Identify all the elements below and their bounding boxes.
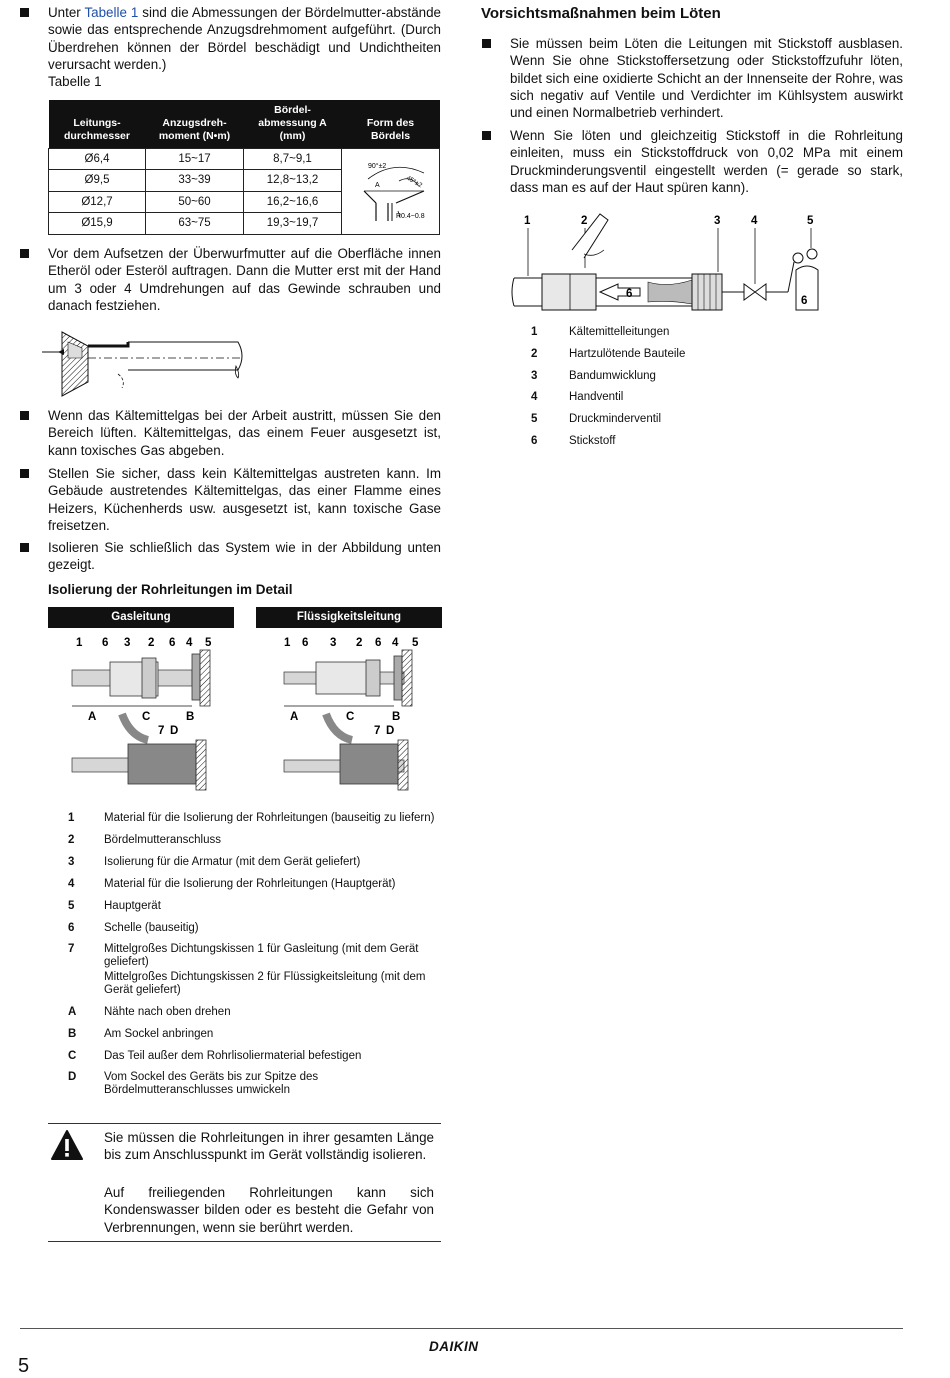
svg-text:2: 2 bbox=[581, 215, 588, 227]
svg-text:D: D bbox=[170, 725, 179, 737]
flare-angle90-label: 90°±2 bbox=[368, 162, 387, 170]
flare-shape-cell bbox=[342, 148, 440, 234]
bullet-square bbox=[20, 8, 29, 17]
svg-text:6: 6 bbox=[375, 637, 382, 649]
warning-bottom-rule bbox=[48, 1241, 441, 1242]
header-diameter: Leitungs- durchmesser bbox=[49, 100, 146, 148]
svg-text:1: 1 bbox=[284, 637, 291, 649]
gas-line-header: Gasleitung bbox=[48, 607, 234, 628]
svg-text:6: 6 bbox=[302, 637, 309, 649]
svg-text:A: A bbox=[290, 711, 299, 723]
table-row bbox=[49, 148, 440, 170]
table-cell: 8,7~9,1 bbox=[244, 148, 342, 170]
warning-text-1: Sie müssen die Rohrleitungen in ihrer gesamten Länge bis zum Anschlusspunkt im Gerät vollständig isolieren. bbox=[104, 1130, 434, 1163]
warning-icon bbox=[50, 1129, 84, 1163]
svg-text:2: 2 bbox=[356, 637, 363, 649]
bullet-square bbox=[20, 543, 29, 552]
table-cell: Ø9,5 bbox=[49, 170, 146, 192]
svg-text:3: 3 bbox=[714, 215, 721, 227]
svg-text:6: 6 bbox=[102, 637, 109, 649]
bullet-square bbox=[482, 131, 491, 140]
table-caption: Tabelle 1 bbox=[48, 74, 102, 89]
nut-oil-drawing bbox=[38, 328, 248, 400]
bullet-text-no-leak: Stellen Sie sicher, dass kein Kältemittelgas austreten kann. Im Gebäude austretendes Kältemittelgas, das einer Flamme eines Heizers, Küchenherds usw. ausgesetzt ist, kann toxische Gase freisetzen. bbox=[48, 466, 441, 533]
nitrogen-arrow-label: 6 bbox=[626, 288, 633, 300]
svg-text:5: 5 bbox=[412, 637, 419, 649]
bullet-text-oil: Vor dem Aufsetzen der Überwurfmutter auf die Oberfläche innen Etheröl oder Esteröl auftragen. Dann die Mutter erst mit der Hand um 3 oder 4 Umdrehungen auf das Gewinde schrauben und danach festziehen. bbox=[48, 246, 441, 313]
table-cell: Ø12,7 bbox=[49, 191, 146, 213]
liquid-insulation-diagram bbox=[280, 632, 440, 792]
brazing-title: Vorsichtsmaßnahmen beim Löten bbox=[481, 5, 721, 22]
table-cell: 50~60 bbox=[146, 191, 244, 213]
svg-text:A: A bbox=[88, 711, 97, 723]
table-cell: 15~17 bbox=[146, 148, 244, 170]
bullet-text-ventilate: Wenn das Kältemittelgas bei der Arbeit austritt, müssen Sie den Bereich lüften. Kältemittelgas, das einem Feuer ausgesetzt ist, kann toxisches Gas abgeben. bbox=[48, 408, 441, 458]
svg-text:B: B bbox=[186, 711, 195, 723]
svg-text:6: 6 bbox=[169, 637, 176, 649]
footer-rule bbox=[20, 1328, 903, 1329]
bullet-text-flare-dimensions: Unter Tabelle 1 sind die Abmessungen der Bördelmutter-abstände sowie das entsprechende Anzugsdrehmoment aufgeführt. (Durch Überdrehen können der Bördel beschädigt und Undichtheiten verursacht werden.) bbox=[48, 5, 441, 72]
header-torque: Anzugsdreh- moment (N•m) bbox=[146, 100, 244, 148]
table-cell: 63~75 bbox=[146, 213, 244, 235]
svg-text:B: B bbox=[392, 711, 401, 723]
svg-text:4: 4 bbox=[392, 637, 399, 649]
svg-text:2: 2 bbox=[148, 637, 155, 649]
svg-text:4: 4 bbox=[751, 215, 758, 227]
table-cell: 16,2~16,6 bbox=[244, 191, 342, 213]
svg-text:7: 7 bbox=[374, 725, 381, 737]
brazing-diagram bbox=[508, 210, 828, 310]
nitrogen-bottle-label: 6 bbox=[801, 295, 808, 307]
header-dimension: Bördel- abmessung A (mm) bbox=[244, 100, 342, 148]
svg-text:1: 1 bbox=[76, 637, 83, 649]
flare-angle45-label: 45°±2 bbox=[405, 174, 424, 189]
bullet-text-insulate: Isolieren Sie schließlich das System wie in der Abbildung unten gezeigt. bbox=[48, 540, 441, 573]
table-cell: Ø15,9 bbox=[49, 213, 146, 235]
insulation-title: Isolierung der Rohrleitungen im Detail bbox=[48, 582, 293, 597]
svg-text:C: C bbox=[346, 711, 355, 723]
svg-text:1: 1 bbox=[524, 215, 531, 227]
table-link[interactable]: Tabelle 1 bbox=[84, 5, 139, 20]
warning-text-2: Auf freiliegenden Rohrleitungen kann sich Kondenswasser bilden oder es besteht die Gefahr von Verbrennungen, wenn sie berührt werden. bbox=[104, 1185, 434, 1235]
header-flare-shape: Form des Bördels bbox=[342, 100, 440, 148]
legend-item: 7 Mittelgroßes Dichtungskissen 1 für Gasleitung (mit dem Gerät geliefert) Mittelgroßes Dichtungskissen 2 für Flüssigkeitsleitung (mit dem Gerät geliefert) bbox=[68, 943, 426, 997]
bullet-square bbox=[482, 39, 491, 48]
flare-table bbox=[48, 100, 440, 235]
bullet-square bbox=[20, 469, 29, 478]
svg-text:3: 3 bbox=[330, 637, 337, 649]
warning-top-rule bbox=[48, 1123, 441, 1124]
flare-shape-drawing bbox=[344, 151, 444, 231]
table-cell: 19,3~19,7 bbox=[244, 213, 342, 235]
table-cell: 33~39 bbox=[146, 170, 244, 192]
svg-text:3: 3 bbox=[124, 637, 131, 649]
svg-text:7: 7 bbox=[158, 725, 165, 737]
flare-radius-label: R0.4~0.8 bbox=[396, 212, 425, 220]
bullet-square bbox=[20, 411, 29, 420]
flare-a-label: A bbox=[375, 181, 380, 189]
bullet-text-nitrogen-pressure: Wenn Sie löten und gleichzeitig Stickstoff in die Rohrleitung einleiten, muss ein Stickstoffdruck von 0,02 MPa mit einem Druckminderungsventil eingestellt werden (= gerade so stark, dass man es auf der Haut spüren kann). bbox=[510, 128, 903, 195]
table-cell: 12,8~13,2 bbox=[244, 170, 342, 192]
liquid-line-header: Flüssigkeitsleitung bbox=[256, 607, 442, 628]
page-number: 5 bbox=[18, 1355, 30, 1377]
svg-text:C: C bbox=[142, 711, 151, 723]
legend-item: D Vom Sockel des Geräts bis zur Spitze des Bördelmutteranschlusses umwickeln bbox=[68, 1071, 319, 1097]
table-cell: Ø6,4 bbox=[49, 148, 146, 170]
svg-text:5: 5 bbox=[205, 637, 212, 649]
daikin-logo: DAIKIN bbox=[429, 1339, 479, 1354]
svg-text:D: D bbox=[386, 725, 395, 737]
bullet-text-nitrogen-blow: Sie müssen beim Löten die Leitungen mit Stickstoff ausblasen. Wenn Sie ohne Stickstoffersetzung oder Stickstoffzufuhr löten, bildet sich eine oxidierte Schicht an der Innenseite der Rohre, was sich negativ auf Ventile und Verdichter im Kühlsystem auswirkt und einen Normalbetrieb verhindert. bbox=[510, 36, 903, 121]
gas-insulation-diagram bbox=[68, 632, 228, 792]
bullet-square bbox=[20, 249, 29, 258]
svg-text:5: 5 bbox=[807, 215, 814, 227]
svg-text:4: 4 bbox=[186, 637, 193, 649]
